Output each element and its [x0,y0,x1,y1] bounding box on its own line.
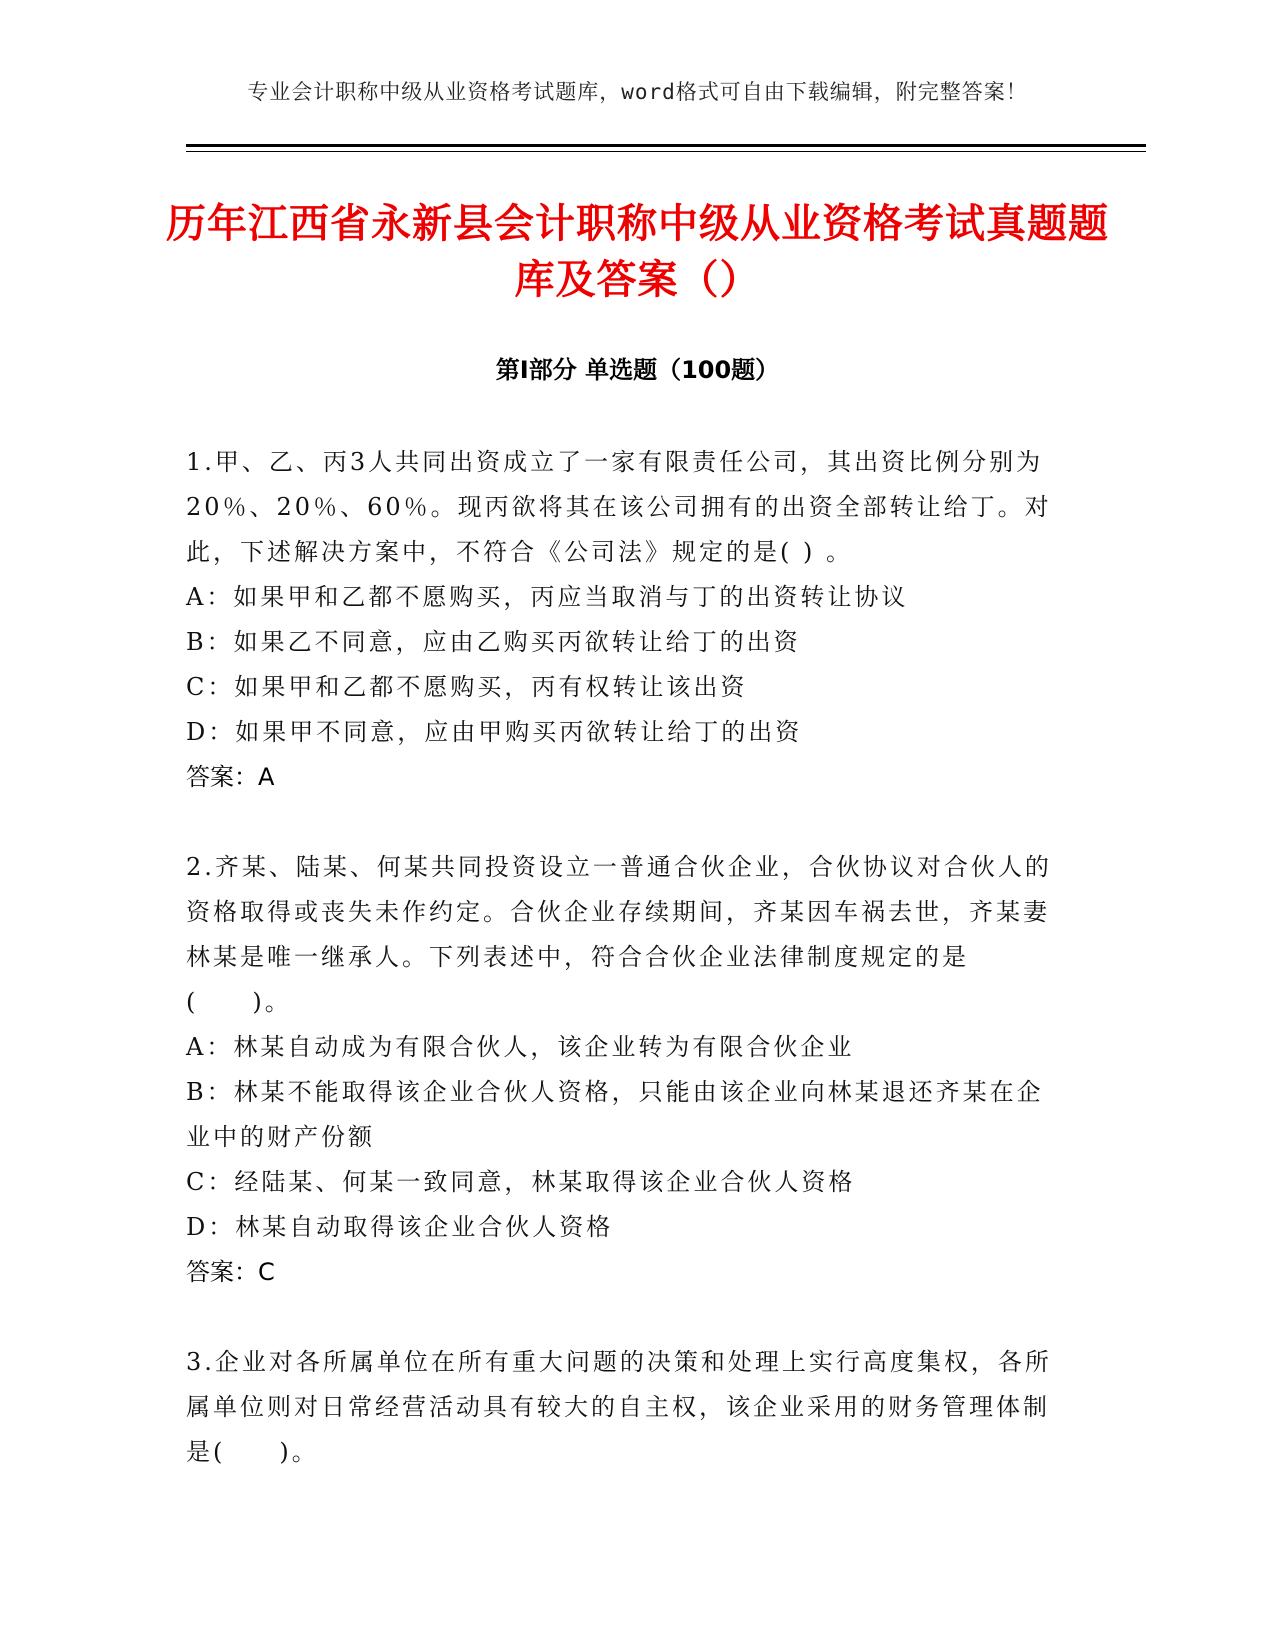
option-b: B：如果乙不同意，应由乙购买丙欲转让给丁的出资 [186,628,801,656]
question-3 [186,1340,1066,1475]
option-b: B：林某不能取得该企业合伙人资格，只能由该企业向林某退还齐某在企业中的财产份额 [186,1078,1044,1151]
document-title: 历年江西省永新县会计职称中级从业资格考试真题题库及答案（） [166,201,1109,303]
answer-line: 答案：C [186,1258,275,1286]
section-heading: 第Ⅰ部分 单选题（100题） [495,356,780,384]
question-stem: 1.甲、乙、丙3人共同出资成立了一家有限责任公司，其出资比例分别为20％、20％、60％。现丙欲将其在该公司拥有的出资全部转让给丁。对此，下述解决方案中，不符合《公司法》规定的是( ) 。 [186,448,1052,566]
question-2 [186,845,1066,1295]
option-c: C：经陆某、何某一致同意，林某取得该企业合伙人资格 [186,1168,856,1196]
header-rule-thick [186,144,1146,147]
header-rule-thin [186,151,1146,152]
question-stem: 2.齐某、陆某、何某共同投资设立一普通合伙企业，合伙协议对合伙人的资格取得或丧失未作约定。合伙企业存续期间，齐某因车祸去世，齐某妻林某是唯一继承人。下列表述中，符合合伙企业法律制度规定的是( )。 [186,853,1052,1016]
question-list [186,440,1066,1520]
question-stem: 3.企业对各所属单位在所有重大问题的决策和处理上实行高度集权，各所属单位则对日常经营活动具有较大的自主权，该企业采用的财务管理体制是( )。 [186,1348,1052,1466]
option-d: D：林某自动取得该企业合伙人资格 [186,1213,614,1241]
option-a: A：林某自动成为有限合伙人，该企业转为有限合伙企业 [186,1033,855,1061]
option-c: C：如果甲和乙都不愿购买，丙有权转让该出资 [186,673,748,701]
option-d: D：如果甲不同意，应由甲购买丙欲转让给丁的出资 [186,718,803,746]
header-note: 专业会计职称中级从业资格考试题库，word格式可自由下载编辑，附完整答案！ [247,80,1028,104]
question-1 [186,440,1066,800]
answer-line: 答案：A [186,763,275,791]
option-a: A：如果甲和乙都不愿购买，丙应当取消与丁的出资转让协议 [186,583,909,611]
